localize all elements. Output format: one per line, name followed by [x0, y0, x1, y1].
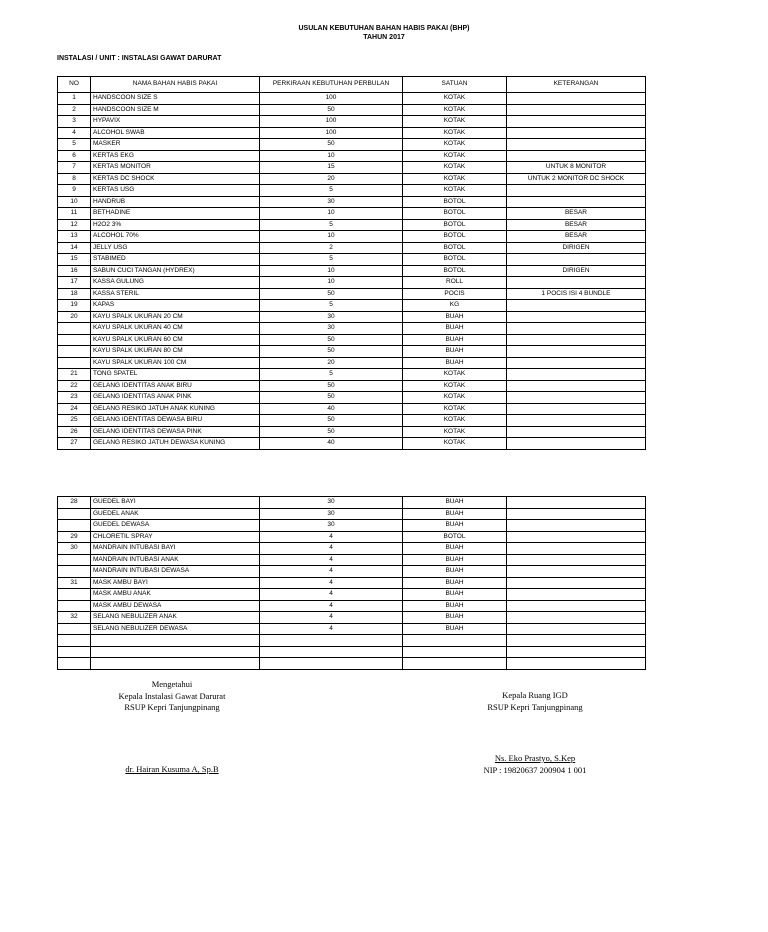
table-row — [58, 589, 646, 601]
cell-no — [58, 635, 91, 647]
cell-satuan: KOTAK — [403, 116, 507, 128]
column-header-nama: NAMA BAHAN HABIS PAKAI — [91, 77, 260, 93]
table-row — [58, 380, 646, 392]
cell-satuan — [403, 658, 507, 670]
cell-satuan — [403, 635, 507, 647]
table-row — [58, 242, 646, 254]
table-row — [58, 311, 646, 323]
left-sign-line1: Mengetahui — [151, 679, 193, 689]
cell-satuan: BOTOL — [403, 196, 507, 208]
cell-nama: BETHADINE — [91, 208, 260, 220]
cell-satuan: BUAH — [403, 508, 507, 520]
table-row — [58, 566, 646, 578]
cell-no: 7 — [58, 162, 91, 174]
cell-nama: KASSA GULUNG — [91, 277, 260, 289]
cell-nama: H2O2 3% — [91, 219, 260, 231]
cell-perkiraan: 10 — [260, 150, 403, 162]
cell-keterangan — [507, 254, 646, 266]
cell-keterangan — [507, 497, 646, 509]
cell-keterangan — [507, 323, 646, 335]
cell-perkiraan: 30 — [260, 508, 403, 520]
cell-no: 15 — [58, 254, 91, 266]
cell-keterangan — [507, 508, 646, 520]
cell-no: 8 — [58, 173, 91, 185]
cell-perkiraan: 5 — [260, 219, 403, 231]
cell-no — [58, 554, 91, 566]
cell-perkiraan: 30 — [260, 520, 403, 532]
cell-keterangan — [507, 658, 646, 670]
cell-keterangan — [507, 127, 646, 139]
cell-no — [58, 508, 91, 520]
table-row — [58, 497, 646, 509]
cell-perkiraan: 4 — [260, 543, 403, 555]
cell-perkiraan: 50 — [260, 380, 403, 392]
cell-no — [58, 623, 91, 635]
cell-satuan: KOTAK — [403, 150, 507, 162]
cell-satuan: BUAH — [403, 566, 507, 578]
table-row — [58, 415, 646, 427]
cell-perkiraan — [260, 658, 403, 670]
table-header-row — [58, 77, 646, 93]
cell-no — [58, 323, 91, 335]
cell-keterangan: UNTUK 2 MONITOR DC SHOCK — [507, 173, 646, 185]
cell-keterangan — [507, 300, 646, 312]
cell-keterangan: BESAR — [507, 219, 646, 231]
table-row — [58, 185, 646, 197]
cell-keterangan: UNTUK 8 MONITOR — [507, 162, 646, 174]
cell-no — [58, 346, 91, 358]
left-sign-line2: Kepala Instalasi Gawat Darurat — [118, 690, 226, 701]
cell-perkiraan: 15 — [260, 162, 403, 174]
cell-nama: MANDRAIN INTUBASI BAYI — [91, 543, 260, 555]
cell-perkiraan: 30 — [260, 497, 403, 509]
table-row — [58, 612, 646, 624]
cell-no: 31 — [58, 577, 91, 589]
cell-perkiraan: 4 — [260, 600, 403, 612]
cell-nama: HYPAVIX — [91, 116, 260, 128]
cell-no: 13 — [58, 231, 91, 243]
unit-label: INSTALASI / UNIT : INSTALASI GAWAT DARURAT — [57, 55, 222, 62]
cell-no: 16 — [58, 265, 91, 277]
cell-no: 3 — [58, 116, 91, 128]
table-row — [58, 369, 646, 381]
table-row — [58, 277, 646, 289]
cell-no: 10 — [58, 196, 91, 208]
cell-satuan: BUAH — [403, 357, 507, 369]
table-row — [58, 288, 646, 300]
column-header-keterangan: KETERANGAN — [507, 77, 646, 93]
cell-keterangan: 1 POCIS ISI 4 BUNDLE — [507, 288, 646, 300]
cell-keterangan — [507, 346, 646, 358]
cell-perkiraan: 40 — [260, 403, 403, 415]
cell-keterangan — [507, 426, 646, 438]
table-row — [58, 426, 646, 438]
cell-keterangan — [507, 185, 646, 197]
bhp-table-2 — [57, 496, 646, 670]
cell-satuan: ROLL — [403, 277, 507, 289]
cell-satuan: BUAH — [403, 577, 507, 589]
cell-no: 18 — [58, 288, 91, 300]
table-row — [58, 403, 646, 415]
cell-keterangan — [507, 392, 646, 404]
cell-nama: SELANG NEBULIZER ANAK — [91, 612, 260, 624]
cell-satuan: BOTOL — [403, 242, 507, 254]
cell-perkiraan: 30 — [260, 196, 403, 208]
column-header-satuan: SATUAN — [403, 77, 507, 93]
cell-perkiraan: 4 — [260, 566, 403, 578]
cell-satuan: KOTAK — [403, 415, 507, 427]
cell-perkiraan: 5 — [260, 254, 403, 266]
cell-nama: KERTAS USG — [91, 185, 260, 197]
cell-perkiraan: 100 — [260, 127, 403, 139]
cell-no — [58, 589, 91, 601]
cell-keterangan — [507, 531, 646, 543]
cell-no — [58, 646, 91, 658]
cell-keterangan — [507, 415, 646, 427]
cell-perkiraan: 40 — [260, 438, 403, 450]
cell-perkiraan: 4 — [260, 623, 403, 635]
cell-perkiraan: 50 — [260, 139, 403, 151]
cell-no: 12 — [58, 219, 91, 231]
cell-satuan: BOTOL — [403, 231, 507, 243]
table-row — [58, 392, 646, 404]
cell-keterangan — [507, 403, 646, 415]
cell-nama: GUEDEL DEWASA — [91, 520, 260, 532]
cell-perkiraan: 5 — [260, 300, 403, 312]
cell-no: 20 — [58, 311, 91, 323]
table-row — [58, 104, 646, 116]
cell-keterangan — [507, 116, 646, 128]
table-row — [58, 162, 646, 174]
right-signature-block — [455, 690, 615, 713]
table-row — [58, 323, 646, 335]
cell-satuan — [403, 646, 507, 658]
cell-perkiraan: 100 — [260, 116, 403, 128]
cell-perkiraan: 30 — [260, 311, 403, 323]
cell-keterangan: DIRIGEN — [507, 242, 646, 254]
cell-keterangan — [507, 277, 646, 289]
cell-satuan: KOTAK — [403, 173, 507, 185]
cell-satuan: BOTOL — [403, 208, 507, 220]
cell-nama — [91, 635, 260, 647]
table-row — [58, 300, 646, 312]
cell-satuan: KOTAK — [403, 380, 507, 392]
cell-keterangan — [507, 543, 646, 555]
cell-nama: SELANG NEBULIZER DEWASA — [91, 623, 260, 635]
cell-perkiraan: 10 — [260, 265, 403, 277]
cell-satuan: BUAH — [403, 612, 507, 624]
cell-perkiraan: 10 — [260, 231, 403, 243]
cell-nama: MASK AMBU BAYI — [91, 577, 260, 589]
cell-perkiraan: 50 — [260, 288, 403, 300]
cell-perkiraan — [260, 646, 403, 658]
table-row — [58, 357, 646, 369]
cell-keterangan — [507, 311, 646, 323]
cell-keterangan — [507, 520, 646, 532]
table-row — [58, 334, 646, 346]
cell-nama: GUEDEL ANAK — [91, 508, 260, 520]
cell-no: 4 — [58, 127, 91, 139]
cell-perkiraan: 50 — [260, 334, 403, 346]
cell-satuan: KOTAK — [403, 139, 507, 151]
cell-satuan: KOTAK — [403, 162, 507, 174]
cell-keterangan: BESAR — [507, 208, 646, 220]
cell-perkiraan: 30 — [260, 323, 403, 335]
cell-no — [58, 600, 91, 612]
cell-keterangan — [507, 150, 646, 162]
cell-satuan: BOTOL — [403, 254, 507, 266]
table-row — [58, 520, 646, 532]
cell-satuan: KOTAK — [403, 392, 507, 404]
cell-keterangan — [507, 369, 646, 381]
cell-satuan: BUAH — [403, 497, 507, 509]
cell-satuan: KOTAK — [403, 185, 507, 197]
cell-perkiraan: 10 — [260, 208, 403, 220]
cell-keterangan — [507, 566, 646, 578]
cell-nama: MASK AMBU ANAK — [91, 589, 260, 601]
left-signatory-name: dr. Hairan Kusuma A, Sp.B — [125, 764, 219, 774]
cell-nama: HANDSCOON SIZE M — [91, 104, 260, 116]
cell-keterangan: BESAR — [507, 231, 646, 243]
cell-keterangan — [507, 623, 646, 635]
right-signatory-nip: NIP : 19820637 200904 1 001 — [483, 764, 587, 775]
cell-nama: HANDSCOON SIZE S — [91, 93, 260, 105]
cell-keterangan — [507, 635, 646, 647]
cell-nama: KASSA STERIL — [91, 288, 260, 300]
document-year: TAHUN 2017 — [363, 34, 405, 41]
cell-no — [58, 334, 91, 346]
left-signature-block — [102, 679, 242, 714]
cell-nama: STABIMED — [91, 254, 260, 266]
cell-nama: GELANG IDENTITAS ANAK PINK — [91, 392, 260, 404]
table-row — [58, 577, 646, 589]
cell-nama: KERTAS EKG — [91, 150, 260, 162]
table-row — [58, 139, 646, 151]
table-row — [58, 150, 646, 162]
cell-keterangan — [507, 589, 646, 601]
table-row — [58, 554, 646, 566]
table-row — [58, 265, 646, 277]
cell-keterangan — [507, 357, 646, 369]
cell-satuan: KOTAK — [403, 93, 507, 105]
table-row — [58, 623, 646, 635]
cell-nama: KAYU SPALK UKURAN 60 CM — [91, 334, 260, 346]
cell-nama: MASK AMBU DEWASA — [91, 600, 260, 612]
cell-no: 22 — [58, 380, 91, 392]
right-sign-line1: Kepala Ruang IGD — [502, 690, 568, 700]
cell-nama: HANDRUB — [91, 196, 260, 208]
cell-no: 25 — [58, 415, 91, 427]
cell-perkiraan: 50 — [260, 426, 403, 438]
cell-no: 14 — [58, 242, 91, 254]
cell-satuan: BUAH — [403, 520, 507, 532]
cell-perkiraan — [260, 635, 403, 647]
cell-no: 32 — [58, 612, 91, 624]
cell-no: 11 — [58, 208, 91, 220]
cell-nama: GELANG IDENTITAS DEWASA PINK — [91, 426, 260, 438]
cell-nama — [91, 646, 260, 658]
cell-no: 28 — [58, 497, 91, 509]
cell-perkiraan: 4 — [260, 589, 403, 601]
table-row — [58, 196, 646, 208]
cell-no: 29 — [58, 531, 91, 543]
table-row — [58, 543, 646, 555]
cell-keterangan — [507, 380, 646, 392]
cell-no: 26 — [58, 426, 91, 438]
cell-no: 5 — [58, 139, 91, 151]
column-header-no: NO — [58, 77, 91, 93]
cell-satuan: BUAH — [403, 623, 507, 635]
cell-perkiraan: 100 — [260, 93, 403, 105]
cell-nama: KERTAS MONITOR — [91, 162, 260, 174]
cell-nama: GELANG IDENTITAS DEWASA BIRU — [91, 415, 260, 427]
cell-keterangan: DIRIGEN — [507, 265, 646, 277]
cell-no: 6 — [58, 150, 91, 162]
cell-nama: MASKER — [91, 139, 260, 151]
cell-no: 19 — [58, 300, 91, 312]
cell-nama: GELANG IDENTITAS ANAK BIRU — [91, 380, 260, 392]
cell-keterangan — [507, 196, 646, 208]
cell-no: 24 — [58, 403, 91, 415]
cell-nama: KAYU SPALK UKURAN 40 CM — [91, 323, 260, 335]
cell-nama: KAYU SPALK UKURAN 20 CM — [91, 311, 260, 323]
cell-keterangan — [507, 600, 646, 612]
document-title: USULAN KEBUTUHAN BAHAN HABIS PAKAI (BHP) — [298, 25, 470, 32]
cell-perkiraan: 20 — [260, 173, 403, 185]
cell-satuan: BOTOL — [403, 219, 507, 231]
cell-no: 30 — [58, 543, 91, 555]
cell-no — [58, 357, 91, 369]
cell-perkiraan: 4 — [260, 577, 403, 589]
cell-nama: MANDRAIN INTUBASI DEWASA — [91, 566, 260, 578]
table-row — [58, 658, 646, 670]
cell-satuan: KOTAK — [403, 104, 507, 116]
cell-nama — [91, 658, 260, 670]
table-row — [58, 116, 646, 128]
cell-satuan: BUAH — [403, 589, 507, 601]
cell-keterangan — [507, 612, 646, 624]
cell-nama: GELANG RESIKO JATUH ANAK KUNING — [91, 403, 260, 415]
cell-nama: ALCOHOL 70% — [91, 231, 260, 243]
cell-no: 27 — [58, 438, 91, 450]
cell-perkiraan: 50 — [260, 415, 403, 427]
table-row — [58, 600, 646, 612]
cell-satuan: KG — [403, 300, 507, 312]
left-sign-line3: RSUP Kepri Tanjungpinang — [124, 702, 220, 712]
table-row — [58, 508, 646, 520]
table-row — [58, 219, 646, 231]
cell-satuan: BOTOL — [403, 531, 507, 543]
cell-satuan: KOTAK — [403, 438, 507, 450]
cell-keterangan — [507, 554, 646, 566]
cell-nama: CHLORETIL SPRAY — [91, 531, 260, 543]
table-row — [58, 208, 646, 220]
table-row — [58, 346, 646, 358]
cell-perkiraan: 50 — [260, 104, 403, 116]
table-row — [58, 438, 646, 450]
cell-nama: KAPAS — [91, 300, 260, 312]
cell-perkiraan: 4 — [260, 531, 403, 543]
table-row — [58, 646, 646, 658]
right-name-block — [455, 753, 615, 776]
cell-satuan: BUAH — [403, 543, 507, 555]
cell-keterangan — [507, 438, 646, 450]
table-row — [58, 93, 646, 105]
cell-no — [58, 520, 91, 532]
cell-no: 2 — [58, 104, 91, 116]
cell-satuan: BOTOL — [403, 265, 507, 277]
cell-keterangan — [507, 646, 646, 658]
cell-satuan: BUAH — [403, 334, 507, 346]
cell-perkiraan: 5 — [260, 369, 403, 381]
cell-perkiraan: 2 — [260, 242, 403, 254]
cell-satuan: KOTAK — [403, 127, 507, 139]
cell-no: 1 — [58, 93, 91, 105]
cell-keterangan — [507, 139, 646, 151]
cell-nama: KERTAS DC SHOCK — [91, 173, 260, 185]
table-row — [58, 635, 646, 647]
cell-satuan: KOTAK — [403, 369, 507, 381]
cell-keterangan — [507, 334, 646, 346]
cell-satuan: BUAH — [403, 346, 507, 358]
table-row — [58, 127, 646, 139]
cell-no: 21 — [58, 369, 91, 381]
cell-keterangan — [507, 577, 646, 589]
table-row — [58, 254, 646, 266]
cell-nama: TONG SPATEL — [91, 369, 260, 381]
cell-no: 23 — [58, 392, 91, 404]
cell-keterangan — [507, 104, 646, 116]
cell-no — [58, 566, 91, 578]
cell-nama: ALCOHOL SWAB — [91, 127, 260, 139]
cell-satuan: KOTAK — [403, 403, 507, 415]
cell-keterangan — [507, 93, 646, 105]
cell-nama: SABUN CUCI TANGAN (HYDREX) — [91, 265, 260, 277]
bhp-table-1 — [57, 76, 646, 450]
cell-satuan: BUAH — [403, 311, 507, 323]
cell-satuan: KOTAK — [403, 426, 507, 438]
cell-perkiraan: 4 — [260, 612, 403, 624]
cell-perkiraan: 10 — [260, 277, 403, 289]
cell-nama: MANDRAIN INTUBASI ANAK — [91, 554, 260, 566]
cell-nama: KAYU SPALK UKURAN 80 CM — [91, 346, 260, 358]
table-row — [58, 231, 646, 243]
table-row — [58, 173, 646, 185]
right-sign-line2: RSUP Kepri Tanjungpinang — [487, 701, 583, 712]
cell-perkiraan: 5 — [260, 185, 403, 197]
cell-satuan: BUAH — [403, 323, 507, 335]
cell-satuan: BUAH — [403, 554, 507, 566]
cell-perkiraan: 20 — [260, 357, 403, 369]
cell-perkiraan: 50 — [260, 392, 403, 404]
cell-nama: JELLY USG — [91, 242, 260, 254]
cell-satuan: POCIS — [403, 288, 507, 300]
cell-perkiraan: 50 — [260, 346, 403, 358]
cell-nama: KAYU SPALK UKURAN 100 CM — [91, 357, 260, 369]
column-header-perkiraan: PERKIRAAN KEBUTUHAN PERBULAN — [260, 77, 403, 93]
cell-satuan: BUAH — [403, 600, 507, 612]
cell-nama: GELANG RESIKO JATUH DEWASA KUNING — [91, 438, 260, 450]
cell-nama: GUEDEL BAYI — [91, 497, 260, 509]
cell-no: 17 — [58, 277, 91, 289]
table-row — [58, 531, 646, 543]
cell-no — [58, 658, 91, 670]
cell-no: 9 — [58, 185, 91, 197]
right-signatory-name: Ns. Eko Prastyo, S.Kep — [494, 753, 576, 763]
cell-perkiraan: 4 — [260, 554, 403, 566]
